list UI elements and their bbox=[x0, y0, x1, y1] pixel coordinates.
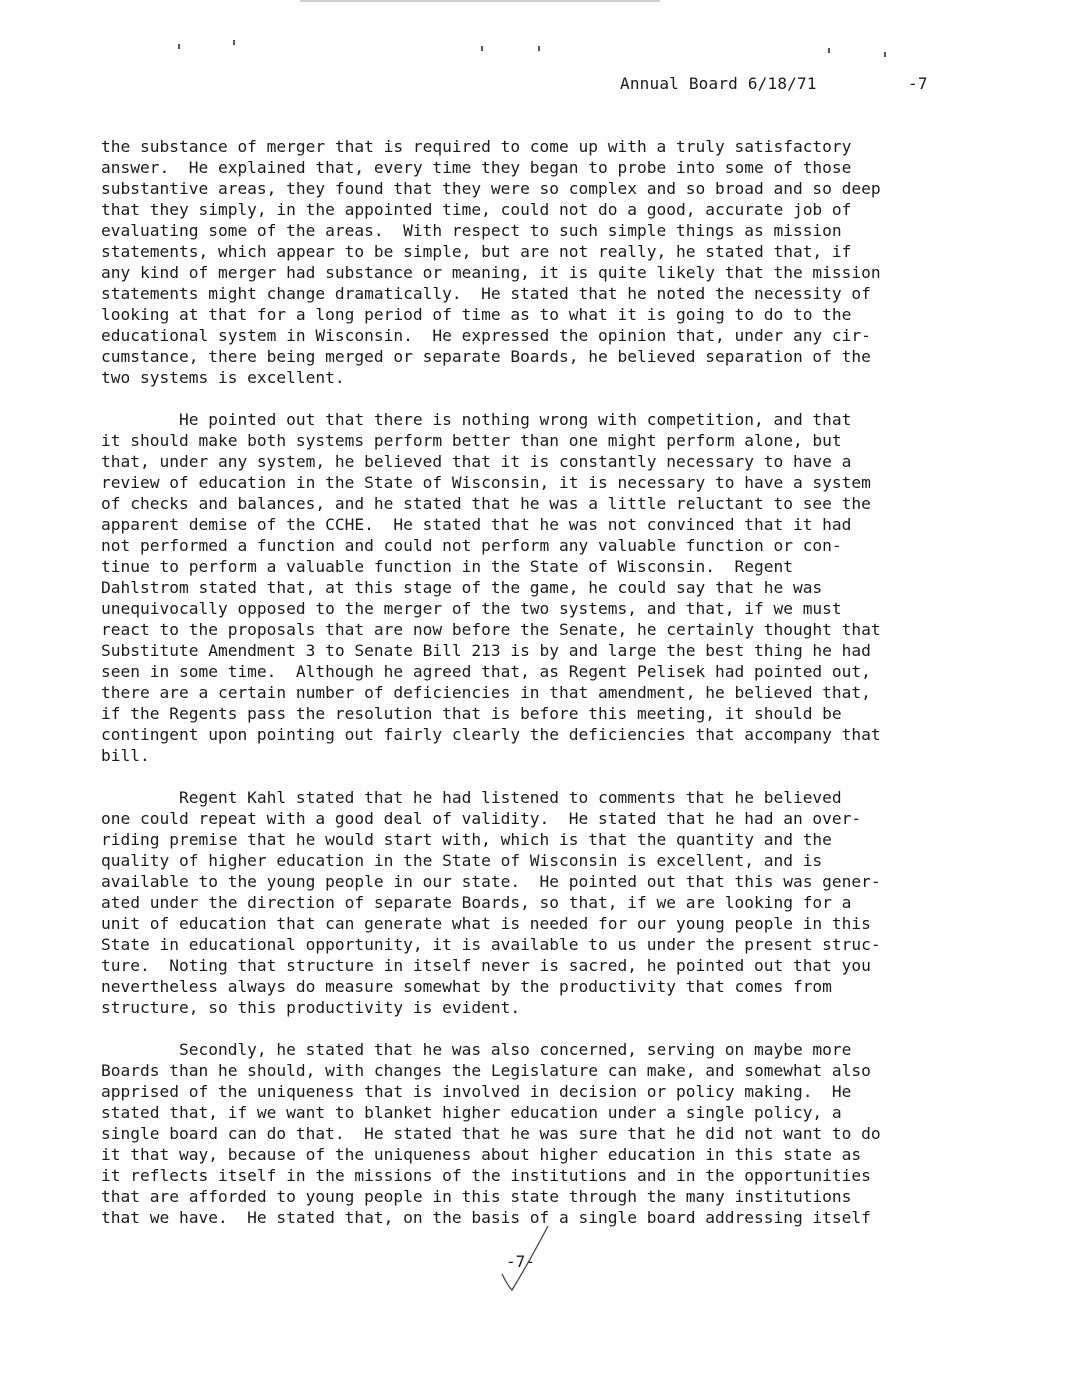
text-line: riding premise that he would start with, which is that the quantity and the bbox=[101, 830, 832, 849]
text-line: apprised of the uniqueness that is involved in decision or policy making. He bbox=[101, 1082, 852, 1101]
text-line: unequivocally opposed to the merger of the two systems, and that, if we must bbox=[101, 599, 842, 618]
text-line: it that way, because of the uniqueness about higher education in this state as bbox=[101, 1145, 862, 1164]
text-line: contingent upon pointing out fairly clearly the deficiencies that accompany that bbox=[101, 725, 881, 744]
text-line: that they simply, in the appointed time, could not do a good, accurate job of bbox=[101, 200, 852, 219]
text-line: single board can do that. He stated that he was sure that he did not want to do bbox=[101, 1124, 881, 1143]
header-title: Annual Board 6/18/71 bbox=[620, 74, 817, 93]
text-line: that, under any system, he believed that it is constantly necessary to have a bbox=[101, 452, 852, 471]
text-line: if the Regents pass the resolution that is before this meeting, it should be bbox=[101, 704, 842, 723]
scan-speck bbox=[178, 44, 180, 49]
text-line: unit of education that can generate what is needed for our young people in this bbox=[101, 914, 871, 933]
text-line: quality of higher education in the State of Wisconsin is excellent, and is bbox=[101, 851, 823, 870]
text-line: tinue to perform a valuable function in the State of Wisconsin. Regent bbox=[101, 557, 793, 576]
text-line: it should make both systems perform better than one might perform alone, but bbox=[101, 431, 842, 450]
text-line: apparent demise of the CCHE. He stated that he was not convinced that it had bbox=[101, 515, 852, 534]
text-line: statements might change dramatically. He stated that he noted the necessity of bbox=[101, 284, 871, 303]
page-number: -7- bbox=[506, 1252, 535, 1271]
text-line: stated that, if we want to blanket higher education under a single policy, a bbox=[101, 1103, 842, 1122]
text-line: bill. bbox=[101, 746, 150, 765]
text-line: Dahlstrom stated that, at this stage of the game, he could say that he was bbox=[101, 578, 823, 597]
header-page-ref: -7 bbox=[908, 74, 928, 93]
text-line: Regent Kahl stated that he had listened to comments that he believed bbox=[101, 788, 842, 807]
text-line: evaluating some of the areas. With respect to such simple things as mission bbox=[101, 221, 842, 240]
text-line: of checks and balances, and he stated that he was a little reluctant to see the bbox=[101, 494, 871, 513]
scan-edge-line bbox=[300, 0, 660, 2]
page-footer bbox=[506, 1252, 535, 1271]
scan-speck bbox=[233, 40, 235, 45]
text-line: there are a certain number of deficiencies in that amendment, he believed that, bbox=[101, 683, 871, 702]
text-line: answer. He explained that, every time they began to probe into some of those bbox=[101, 158, 852, 177]
text-line: that we have. He stated that, on the basis of a single board addressing itself bbox=[101, 1208, 871, 1227]
scan-speck bbox=[481, 46, 483, 51]
text-line: any kind of merger had substance or meaning, it is quite likely that the mission bbox=[101, 263, 881, 282]
text-line: He pointed out that there is nothing wrong with competition, and that bbox=[101, 410, 852, 429]
text-line: looking at that for a long period of time as to what it is going to do to the bbox=[101, 305, 852, 324]
text-line: statements, which appear to be simple, but are not really, he stated that, if bbox=[101, 242, 852, 261]
paragraph bbox=[101, 136, 941, 388]
text-line: the substance of merger that is required to come up with a truly satisfactory bbox=[101, 137, 852, 156]
text-line: Boards than he should, with changes the Legislature can make, and somewhat also bbox=[101, 1061, 871, 1080]
text-line: Substitute Amendment 3 to Senate Bill 213 is by and large the best thing he had bbox=[101, 641, 871, 660]
text-line: review of education in the State of Wisconsin, it is necessary to have a system bbox=[101, 473, 871, 492]
text-line: it reflects itself in the missions of the institutions and in the opportunities bbox=[101, 1166, 871, 1185]
text-line: react to the proposals that are now before the Senate, he certainly thought that bbox=[101, 620, 881, 639]
text-line: not performed a function and could not perform any valuable function or con- bbox=[101, 536, 842, 555]
text-line: State in educational opportunity, it is available to us under the present struc- bbox=[101, 935, 881, 954]
text-line: ture. Noting that structure in itself never is sacred, he pointed out that you bbox=[101, 956, 871, 975]
text-line: substantive areas, they found that they were so complex and so broad and so deep bbox=[101, 179, 881, 198]
paragraph bbox=[101, 1039, 941, 1228]
text-line: that are afforded to young people in this state through the many institutions bbox=[101, 1187, 852, 1206]
paragraph bbox=[101, 409, 941, 766]
text-line: available to the young people in our state. He pointed out that this was gener- bbox=[101, 872, 881, 891]
scan-speck bbox=[884, 52, 886, 57]
text-line: structure, so this productivity is evident. bbox=[101, 998, 521, 1017]
text-line: nevertheless always do measure somewhat by the productivity that comes from bbox=[101, 977, 832, 996]
body-text bbox=[101, 136, 941, 1249]
paragraph bbox=[101, 787, 941, 1018]
scan-speck bbox=[828, 48, 830, 53]
text-line: cumstance, there being merged or separate Boards, he believed separation of the bbox=[101, 347, 871, 366]
text-line: educational system in Wisconsin. He expressed the opinion that, under any cir- bbox=[101, 326, 871, 345]
text-line: seen in some time. Although he agreed that, as Regent Pelisek had pointed out, bbox=[101, 662, 871, 681]
text-line: two systems is excellent. bbox=[101, 368, 345, 387]
text-line: ated under the direction of separate Boards, so that, if we are looking for a bbox=[101, 893, 852, 912]
text-line: one could repeat with a good deal of validity. He stated that he had an over- bbox=[101, 809, 862, 828]
handwritten-check-mark bbox=[498, 1224, 558, 1294]
scan-speck bbox=[538, 46, 540, 51]
text-line: Secondly, he stated that he was also concerned, serving on maybe more bbox=[101, 1040, 852, 1059]
